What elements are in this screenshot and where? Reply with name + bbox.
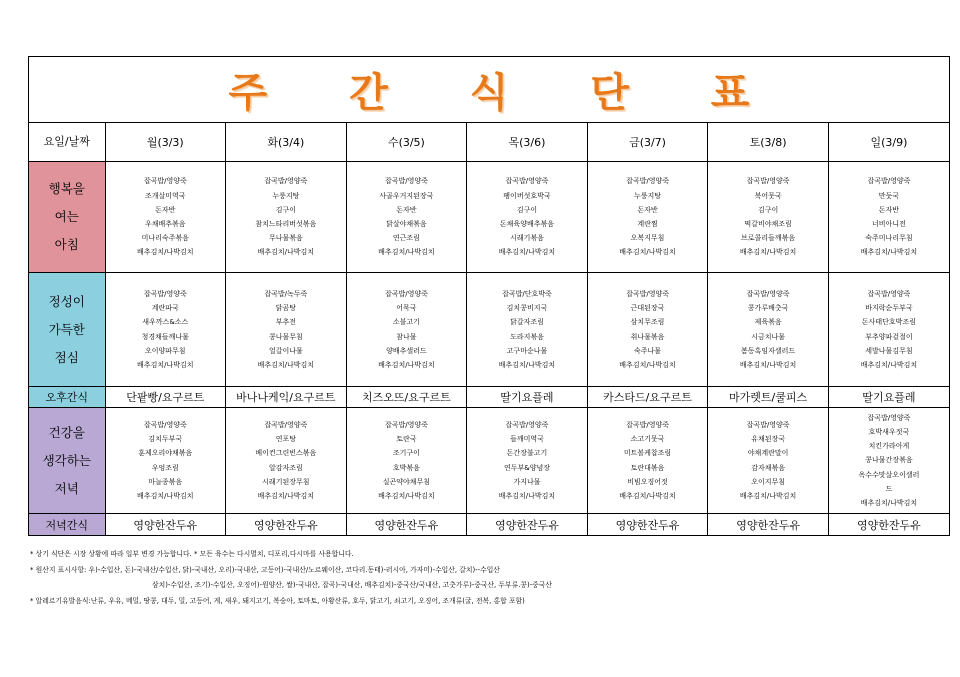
menu-item: 배추김치/나박김치 [739, 360, 797, 369]
menu-item: 만둣국 [878, 191, 900, 200]
menu-item: 잡곡밥/영양죽 [505, 420, 549, 429]
page-title: 주 간 식 단 표 [228, 69, 784, 116]
dinner-snack-cell: 영양한잔두유 [467, 514, 588, 536]
dinner-label-line: 생각하는 [42, 452, 91, 468]
menu-item: 숙주미나리무침 [865, 234, 913, 243]
menu-item: 잡곡밥/영양죽 [867, 289, 911, 298]
dinner-cell [105, 408, 226, 514]
menu-item: 시금치나물 [751, 332, 785, 341]
menu-item: 비빔오징어젓 [627, 477, 668, 486]
lunch-cell [346, 273, 467, 387]
breakfast-label-line: 아침 [54, 237, 79, 252]
lunch-cell [708, 273, 829, 387]
menu-item: 배추김치/나박김치 [619, 248, 676, 257]
day-header: 목(3/6) [467, 123, 588, 162]
day-header: 월(3/3) [105, 123, 226, 162]
snack-label: 오후간식 [29, 387, 105, 408]
menu-item: 돈자반 [878, 205, 900, 214]
menu-item: 어묵국 [396, 304, 417, 313]
breakfast-cell [467, 162, 588, 273]
dinner-row [29, 408, 949, 514]
menu-item: 배추김치/나박김치 [498, 491, 556, 500]
menu-item: 배추김치/나박김치 [619, 491, 676, 500]
menu-item: 사골우거지된장국 [379, 191, 434, 200]
menu-item: 유채된장국 [751, 435, 785, 444]
menu-item: 잡곡밥/영양죽 [867, 413, 911, 422]
menu-item: 시래기볶음 [510, 234, 544, 243]
menu-item: 토란국 [396, 435, 417, 444]
header-row [29, 123, 949, 162]
menu-item: 돈자반 [396, 205, 417, 214]
menu-item: 김치두부국 [148, 435, 183, 444]
notes [30, 547, 950, 609]
menu-item: 베이컨그린빈스볶음 [255, 449, 317, 458]
title-row [29, 57, 949, 123]
dinner-cell [708, 408, 829, 514]
breakfast-label-line: 여는 [54, 209, 79, 224]
lunch-cell [587, 273, 708, 387]
menu-item: 토란대볶음 [630, 463, 665, 472]
snack-cell: 치즈오뜨/요구르트 [346, 387, 467, 408]
breakfast-label-line: 행복을 [48, 181, 85, 196]
menu-item: 잡곡밥/영양죽 [143, 289, 187, 298]
note-line: * 원산지 표시사항: 우)-수입산, 돈)-국내산/수입산, 닭)-국내산, 오리)-국내산, 고등어)-국내산/노르웨이산, 코다리.동태)-러시아, 가자미)-수입산, 갈치)--수입산 [30, 565, 500, 574]
menu-item: 잡곡밥/영양죽 [505, 177, 549, 186]
menu-item: 잡곡밥/영양죽 [384, 177, 428, 186]
snack-cell: 딸기요플레 [828, 387, 949, 408]
menu-item: 알감자조림 [268, 463, 303, 472]
menu-item: 시래기된장무침 [262, 477, 310, 486]
menu-item: 연포탕 [275, 435, 296, 444]
menu-item: 잡곡밥/녹두죽 [264, 289, 308, 298]
menu-item: 돈사태단호박조림 [861, 318, 916, 327]
menu-item: 배추김치/나박김치 [860, 360, 918, 369]
lunch-cell [467, 273, 588, 387]
lunch-label [29, 273, 105, 387]
menu-item: 잡곡밥/영양죽 [143, 420, 187, 429]
dinner-snack-cell: 영양한잔두유 [346, 514, 467, 536]
snack-cell: 딸기요플레 [467, 387, 588, 408]
menu-item: 배추김치/나박김치 [137, 248, 194, 257]
menu-item: 누룽지탕 [634, 191, 662, 200]
day-header: 금(3/7) [587, 123, 708, 162]
day-header: 일(3/9) [828, 123, 949, 162]
breakfast-cell [105, 162, 226, 273]
menu-item: 잡곡밥/영양죽 [264, 177, 308, 186]
menu-item: 옥수수맛살오이샐러 [858, 470, 920, 479]
lunch-cell [105, 273, 226, 387]
menu-item: 참치느타리버섯볶음 [255, 220, 317, 228]
menu-item: 미트볼케찹조림 [623, 449, 672, 458]
menu-item: 김치콩비지국 [506, 304, 548, 313]
menu-item: 숙주나물 [634, 346, 662, 355]
menu-item: 배추김치/나박김치 [378, 360, 435, 369]
menu-item: 오이양파무침 [144, 346, 186, 355]
dinner-label [29, 408, 105, 514]
menu-item: 잡곡밥/영양죽 [384, 420, 428, 429]
menu-item: 새우까스&소스 [142, 318, 189, 327]
dinner-cell [346, 408, 467, 514]
dinner-snack-label: 저녁간식 [29, 514, 105, 536]
menu-item: 계란파국 [151, 304, 179, 313]
menu-item: 참나물 [396, 332, 417, 341]
dinner-label-line: 저녁 [54, 480, 79, 496]
menu-item: 감자채볶음 [751, 463, 785, 472]
dinner-cell [467, 408, 588, 514]
menu-item: 삼치무조림 [630, 318, 665, 327]
menu-item: 콩나물무침 [268, 332, 303, 341]
lunch-row [29, 273, 949, 387]
menu-item: 잡곡밥/영양죽 [867, 177, 911, 186]
snack-cell: 단팥빵/요구르트 [105, 387, 226, 408]
snack-row [29, 387, 949, 408]
menu-item: 북어뭇국 [754, 191, 782, 200]
menu-item: 김구이 [516, 205, 538, 214]
menu-item: 소불고기 [392, 318, 420, 327]
menu-item: 브로콜리들깨볶음 [741, 234, 796, 243]
menu-item: 우엉조림 [151, 463, 179, 472]
dinner-snack-cell: 영양한잔두유 [708, 514, 829, 536]
breakfast-row [29, 162, 949, 273]
menu-item: 닭곰탕 [275, 304, 296, 313]
dinner-snack-cell: 영양한잔두유 [828, 514, 949, 536]
menu-item: 너비아니전 [872, 220, 906, 228]
lunch-label-line: 정성이 [48, 293, 85, 309]
menu-item: 제육볶음 [754, 318, 782, 327]
menu-item: 마늘종볶음 [148, 477, 183, 486]
menu-item: 부추전 [275, 318, 296, 327]
lunch-cell [226, 273, 347, 387]
menu-item: 들깨미역국 [510, 435, 544, 444]
day-header: 화(3/4) [226, 123, 347, 162]
lunch-cell [828, 273, 949, 387]
menu-item: 취나물볶음 [630, 332, 665, 341]
menu-item: 닭갈자조림 [510, 318, 544, 327]
snack-cell: 카스타드/요구르트 [587, 387, 708, 408]
menu-item: 김구이 [757, 205, 779, 214]
menu-item: 배추김치/나박김치 [739, 248, 797, 257]
menu-item: 돈자반 [155, 205, 176, 214]
snack-cell: 바나나케익/요구르트 [226, 387, 347, 408]
menu-item: 돈채육양배추볶음 [499, 220, 555, 228]
menu-item: 우채배추볶음 [144, 220, 186, 228]
menu-item: 배추김치/나박김치 [257, 248, 315, 257]
menu-item: 배추김치/나박김치 [137, 491, 194, 500]
menu-item: 배추김치/나박김치 [860, 499, 918, 507]
menu-item: 잡곡밥/영양죽 [626, 177, 669, 186]
menu-sheet [28, 56, 950, 536]
menu-item: 바지락순두부국 [865, 304, 913, 313]
menu-item: 잡곡밥/영양죽 [264, 420, 308, 429]
menu-item: 봄동흑임자샐러드 [741, 346, 796, 355]
menu-item: 배추김치/나박김치 [378, 248, 435, 257]
day-header: 수(3/5) [346, 123, 467, 162]
menu-item: 배추김치/나박김치 [739, 491, 797, 500]
menu-item: 드 [885, 484, 893, 493]
snack-cell: 마가렛트/쿨피스 [708, 387, 829, 408]
menu-item: 김구이 [275, 205, 296, 214]
dinner-cell [226, 408, 347, 514]
dinner-snack-cell: 영양한잔두유 [226, 514, 347, 536]
menu-item: 잡곡밥/영양죽 [143, 177, 187, 186]
menu-item: 가지나물 [513, 477, 541, 486]
menu-item: 미나리숙주볶음 [141, 234, 189, 243]
menu-item: 계란찜 [637, 220, 658, 228]
menu-item: 배추김치/나박김치 [498, 248, 556, 257]
menu-item: 잡곡밥/영양죽 [626, 420, 669, 429]
menu-item: 부추양파겉절이 [865, 332, 913, 341]
breakfast-cell [708, 162, 829, 273]
menu-item: 돈자반 [637, 205, 658, 214]
menu-item: 콩가루배춧국 [747, 304, 789, 313]
dinner-cell [587, 408, 708, 514]
breakfast-cell [828, 162, 949, 273]
menu-item: 닭살야채볶음 [386, 220, 427, 228]
header-corner: 요일/날짜 [29, 123, 105, 162]
note-line: * 알레르기유발음식:난류, 우유, 메밀, 땅콩, 대두, 밀, 고등어, 게, 새우, 돼지고기, 복숭아, 토마토, 아황산류, 호두, 닭고기, 쇠고기, 오징어, 조개류(굴, 전복, 홍합 포함) [30, 596, 525, 605]
dinner-snack-row [29, 514, 949, 536]
menu-item: 조개살미역국 [144, 191, 186, 200]
menu-item: 잡곡밥/단호박죽 [502, 289, 552, 298]
menu-item: 잡곡밥/영양죽 [626, 289, 669, 298]
lunch-label-line: 점심 [54, 349, 79, 365]
menu-item: 콩나물간장볶음 [865, 456, 913, 465]
menu-table [29, 123, 949, 535]
menu-item: 잡곡밥/영양죽 [746, 420, 790, 429]
menu-item: 호박볶음 [392, 463, 420, 472]
lunch-label-line: 가득한 [48, 321, 85, 337]
dinner-snack-cell: 영양한잔두유 [587, 514, 708, 536]
menu-item: 잡곡밥/영양죽 [746, 177, 790, 186]
breakfast-cell [226, 162, 347, 273]
menu-item: 잡곡밥/영양죽 [746, 289, 790, 298]
menu-item: 배추김치/나박김치 [137, 360, 194, 369]
menu-item: 소고기뭇국 [630, 435, 665, 444]
menu-item: 근대된장국 [630, 304, 665, 313]
menu-item: 오이지무침 [751, 477, 785, 486]
menu-item: 연근조림 [392, 234, 420, 243]
menu-item: 떡갈비야채조림 [744, 220, 792, 228]
menu-item: 조기구이 [392, 449, 420, 458]
menu-item: 치킨가라아게 [868, 442, 910, 451]
menu-item: 배추김치/나박김치 [860, 248, 918, 257]
menu-item: 돈간장불고기 [506, 449, 548, 458]
menu-item: 실곤약야채무침 [382, 477, 431, 486]
breakfast-cell [587, 162, 708, 273]
menu-item: 배추김치/나박김치 [619, 360, 676, 369]
note-line: 삼치)-수입산, 조기)-수입산, 오징어)-원양산, 쌀)-국내산, 잡곡)-국내산, 배추김치)-중국산/국내산, 고춧가루)-중국산, 두부류.콩)-중국산 [152, 581, 552, 589]
breakfast-cell [346, 162, 467, 273]
menu-item: 야채계란말이 [747, 449, 789, 458]
dinner-snack-cell: 영양한잔두유 [105, 514, 226, 536]
menu-item: 연두부&양념장 [503, 463, 550, 472]
menu-item: 누룽지탕 [272, 191, 300, 200]
day-header: 토(3/8) [708, 123, 829, 162]
dinner-label-line: 건강을 [48, 424, 85, 440]
menu-item: 고구마순나물 [506, 346, 548, 355]
menu-item: 배추김치/나박김치 [257, 491, 315, 500]
menu-item: 오복지무침 [630, 234, 665, 243]
note-line: * 상기 식단은 시장 상황에 따라 일부 변경 가능합니다. * 모든 육수는 다시멸치, 디포리,다시마를 사용합니다. [30, 550, 354, 558]
menu-item: 청경채들깨나물 [141, 332, 189, 341]
menu-item: 배추김치/나박김치 [378, 491, 435, 500]
menu-item: 무나물볶음 [268, 234, 303, 243]
breakfast-label [29, 162, 105, 273]
menu-item: 양배추샐러드 [386, 346, 427, 355]
menu-item: 배추김치/나박김치 [257, 360, 315, 369]
menu-item: 잡곡밥/영양죽 [384, 289, 428, 298]
menu-item: 얼갈이나물 [268, 346, 303, 355]
menu-item: 도라지볶음 [510, 332, 544, 341]
menu-item: 호박새우젓국 [868, 427, 910, 436]
dinner-cell [828, 408, 949, 514]
menu-item: 훈제오리야채볶음 [138, 449, 193, 458]
menu-item: 세발나물김무침 [865, 346, 913, 355]
menu-item: 팽이버섯호박국 [503, 191, 551, 200]
menu-item: 배추김치/나박김치 [498, 360, 556, 369]
